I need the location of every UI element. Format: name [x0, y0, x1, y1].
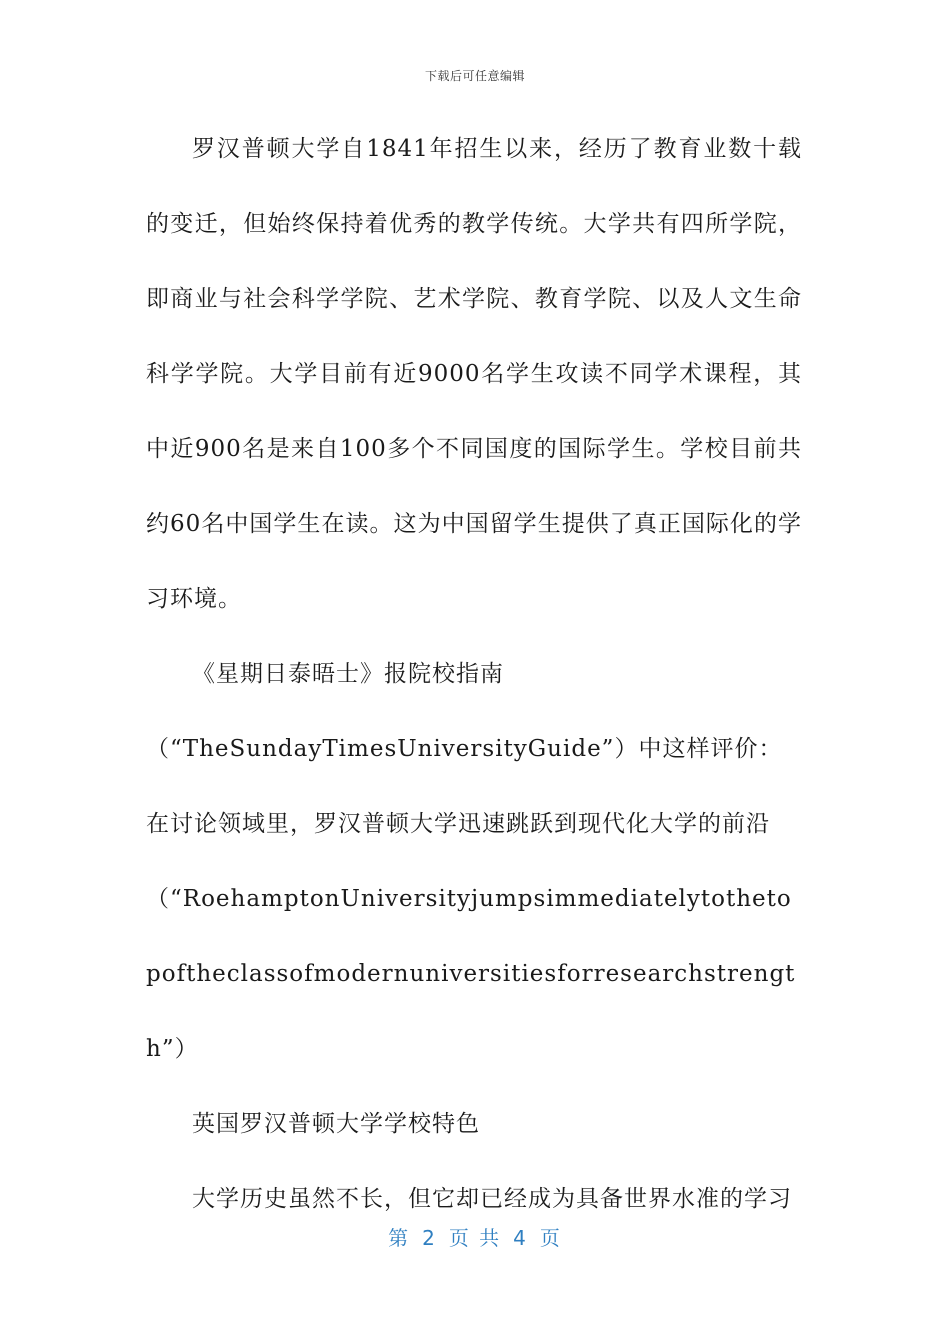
- page-header: 下载后可任意编辑: [424, 69, 525, 83]
- page-footer: [0, 1222, 950, 1251]
- paragraph-intro: 罗汉普顿大学自1841年招生以来，经历了教育业数十载的变迁，但始终保持着优秀的教学传统。大学共有四所学院，即商业与社会科学学院、艺术学院、教育学院、以及人文生命科学学院。大学目前有近9000名学生攻读不同学术课程，其中近900名是来自100多个不同国度的国际学生。学校目前共约60名中国学生在读。这为中国留学生提供了真正国际化的学习环境。: [146, 136, 802, 612]
- paragraph-guide-title: 《星期日泰晤士》报院校指南: [192, 661, 504, 687]
- footer-ye: 页: [539, 1226, 562, 1250]
- footer-di: 第: [388, 1226, 411, 1250]
- paragraph-guide-quote: （“TheSundayTimesUniversityGuide”）中这样评价：在讨论领域里，罗汉普顿大学迅速跳跃到现代化大学的前沿（“RoehamptonUniversityjumpsimmediatelytothetopoftheclassofmodernuniversitiesforresearchstrength”）: [146, 736, 796, 1062]
- footer-total-pages: 4: [513, 1226, 528, 1250]
- document-body: [146, 112, 802, 1237]
- paragraph-section-heading: 英国罗汉普顿大学学校特色: [192, 1111, 480, 1137]
- footer-page-number: 2: [422, 1226, 437, 1250]
- footer-ye-gong: 页 共: [448, 1226, 502, 1250]
- paragraph-features: 大学历史虽然不长，但它却已经成为具备世界水准的学习: [192, 1186, 792, 1212]
